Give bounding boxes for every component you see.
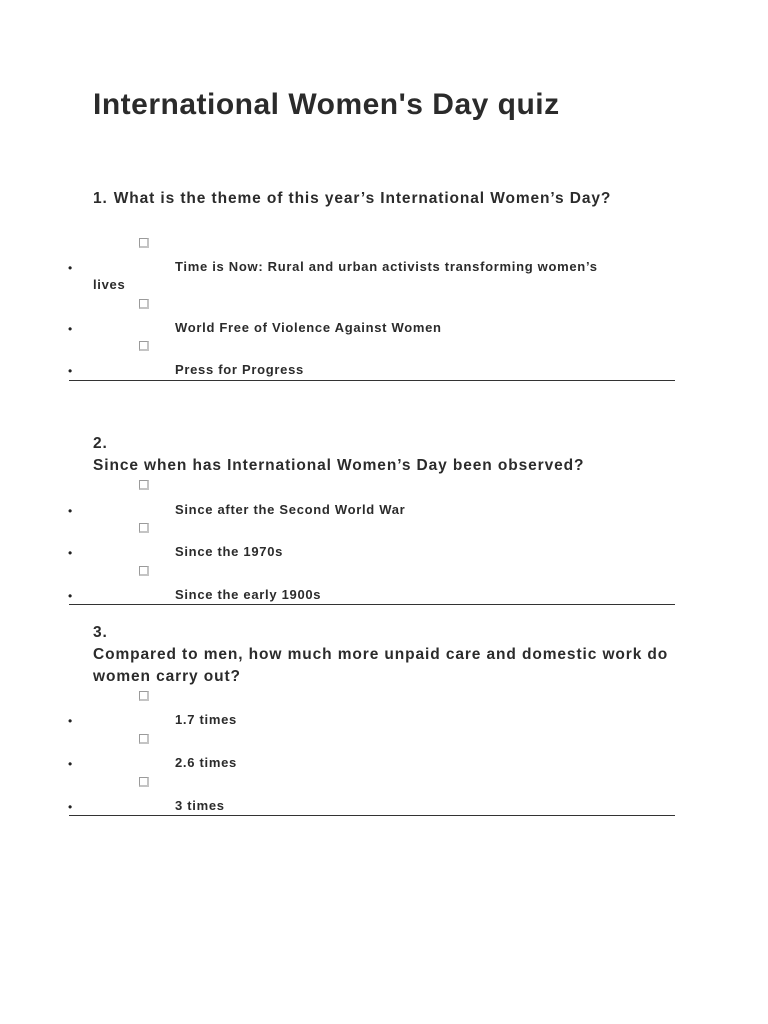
bullet-icon: • bbox=[68, 589, 73, 603]
question-text bbox=[93, 622, 673, 688]
bullet-icon: • bbox=[68, 322, 73, 336]
option-label[interactable]: Press for Progress bbox=[175, 362, 304, 377]
question-number: 2. bbox=[93, 435, 108, 452]
checkbox-icon[interactable] bbox=[139, 299, 149, 309]
option-label-continued[interactable]: lives bbox=[93, 277, 126, 292]
page-title: International Women's Day quiz bbox=[93, 88, 560, 121]
checkbox-icon[interactable] bbox=[139, 566, 149, 576]
bullet-icon: • bbox=[68, 261, 73, 275]
checkbox-icon[interactable] bbox=[139, 691, 149, 701]
option-label[interactable]: Since the 1970s bbox=[175, 544, 284, 559]
checkbox-icon[interactable] bbox=[139, 734, 149, 744]
checkbox-icon[interactable] bbox=[139, 341, 149, 351]
question-prompt: What is the theme of this year’s International Women’s Day? bbox=[113, 190, 612, 207]
question-divider bbox=[69, 380, 675, 381]
checkbox-icon[interactable] bbox=[139, 238, 149, 248]
checkbox-icon[interactable] bbox=[139, 777, 149, 787]
bullet-icon: • bbox=[68, 800, 73, 814]
checkbox-icon[interactable] bbox=[139, 480, 149, 490]
question-number: 3. bbox=[93, 624, 108, 641]
question-prompt: Since when has International Women’s Day been observed? bbox=[93, 457, 585, 474]
bullet-icon: • bbox=[68, 714, 73, 728]
question-text bbox=[93, 433, 673, 477]
bullet-icon: • bbox=[68, 364, 73, 378]
question-divider bbox=[69, 815, 675, 816]
question-number: 1. bbox=[93, 190, 108, 207]
option-label[interactable]: Time is Now: Rural and urban activists transforming women’s bbox=[175, 259, 598, 274]
question-prompt: Compared to men, how much more unpaid care and domestic work do women carry out? bbox=[93, 646, 669, 685]
question-divider bbox=[69, 604, 675, 605]
bullet-icon: • bbox=[68, 504, 73, 518]
option-label[interactable]: 1.7 times bbox=[175, 712, 237, 727]
option-label[interactable]: 2.6 times bbox=[175, 755, 237, 770]
option-label[interactable]: World Free of Violence Against Women bbox=[175, 320, 442, 335]
checkbox-icon[interactable] bbox=[139, 523, 149, 533]
question-text bbox=[93, 188, 673, 210]
bullet-icon: • bbox=[68, 546, 73, 560]
option-label[interactable]: Since after the Second World War bbox=[175, 502, 406, 517]
option-label[interactable]: 3 times bbox=[175, 798, 225, 813]
option-label[interactable]: Since the early 1900s bbox=[175, 587, 322, 602]
bullet-icon: • bbox=[68, 757, 73, 771]
